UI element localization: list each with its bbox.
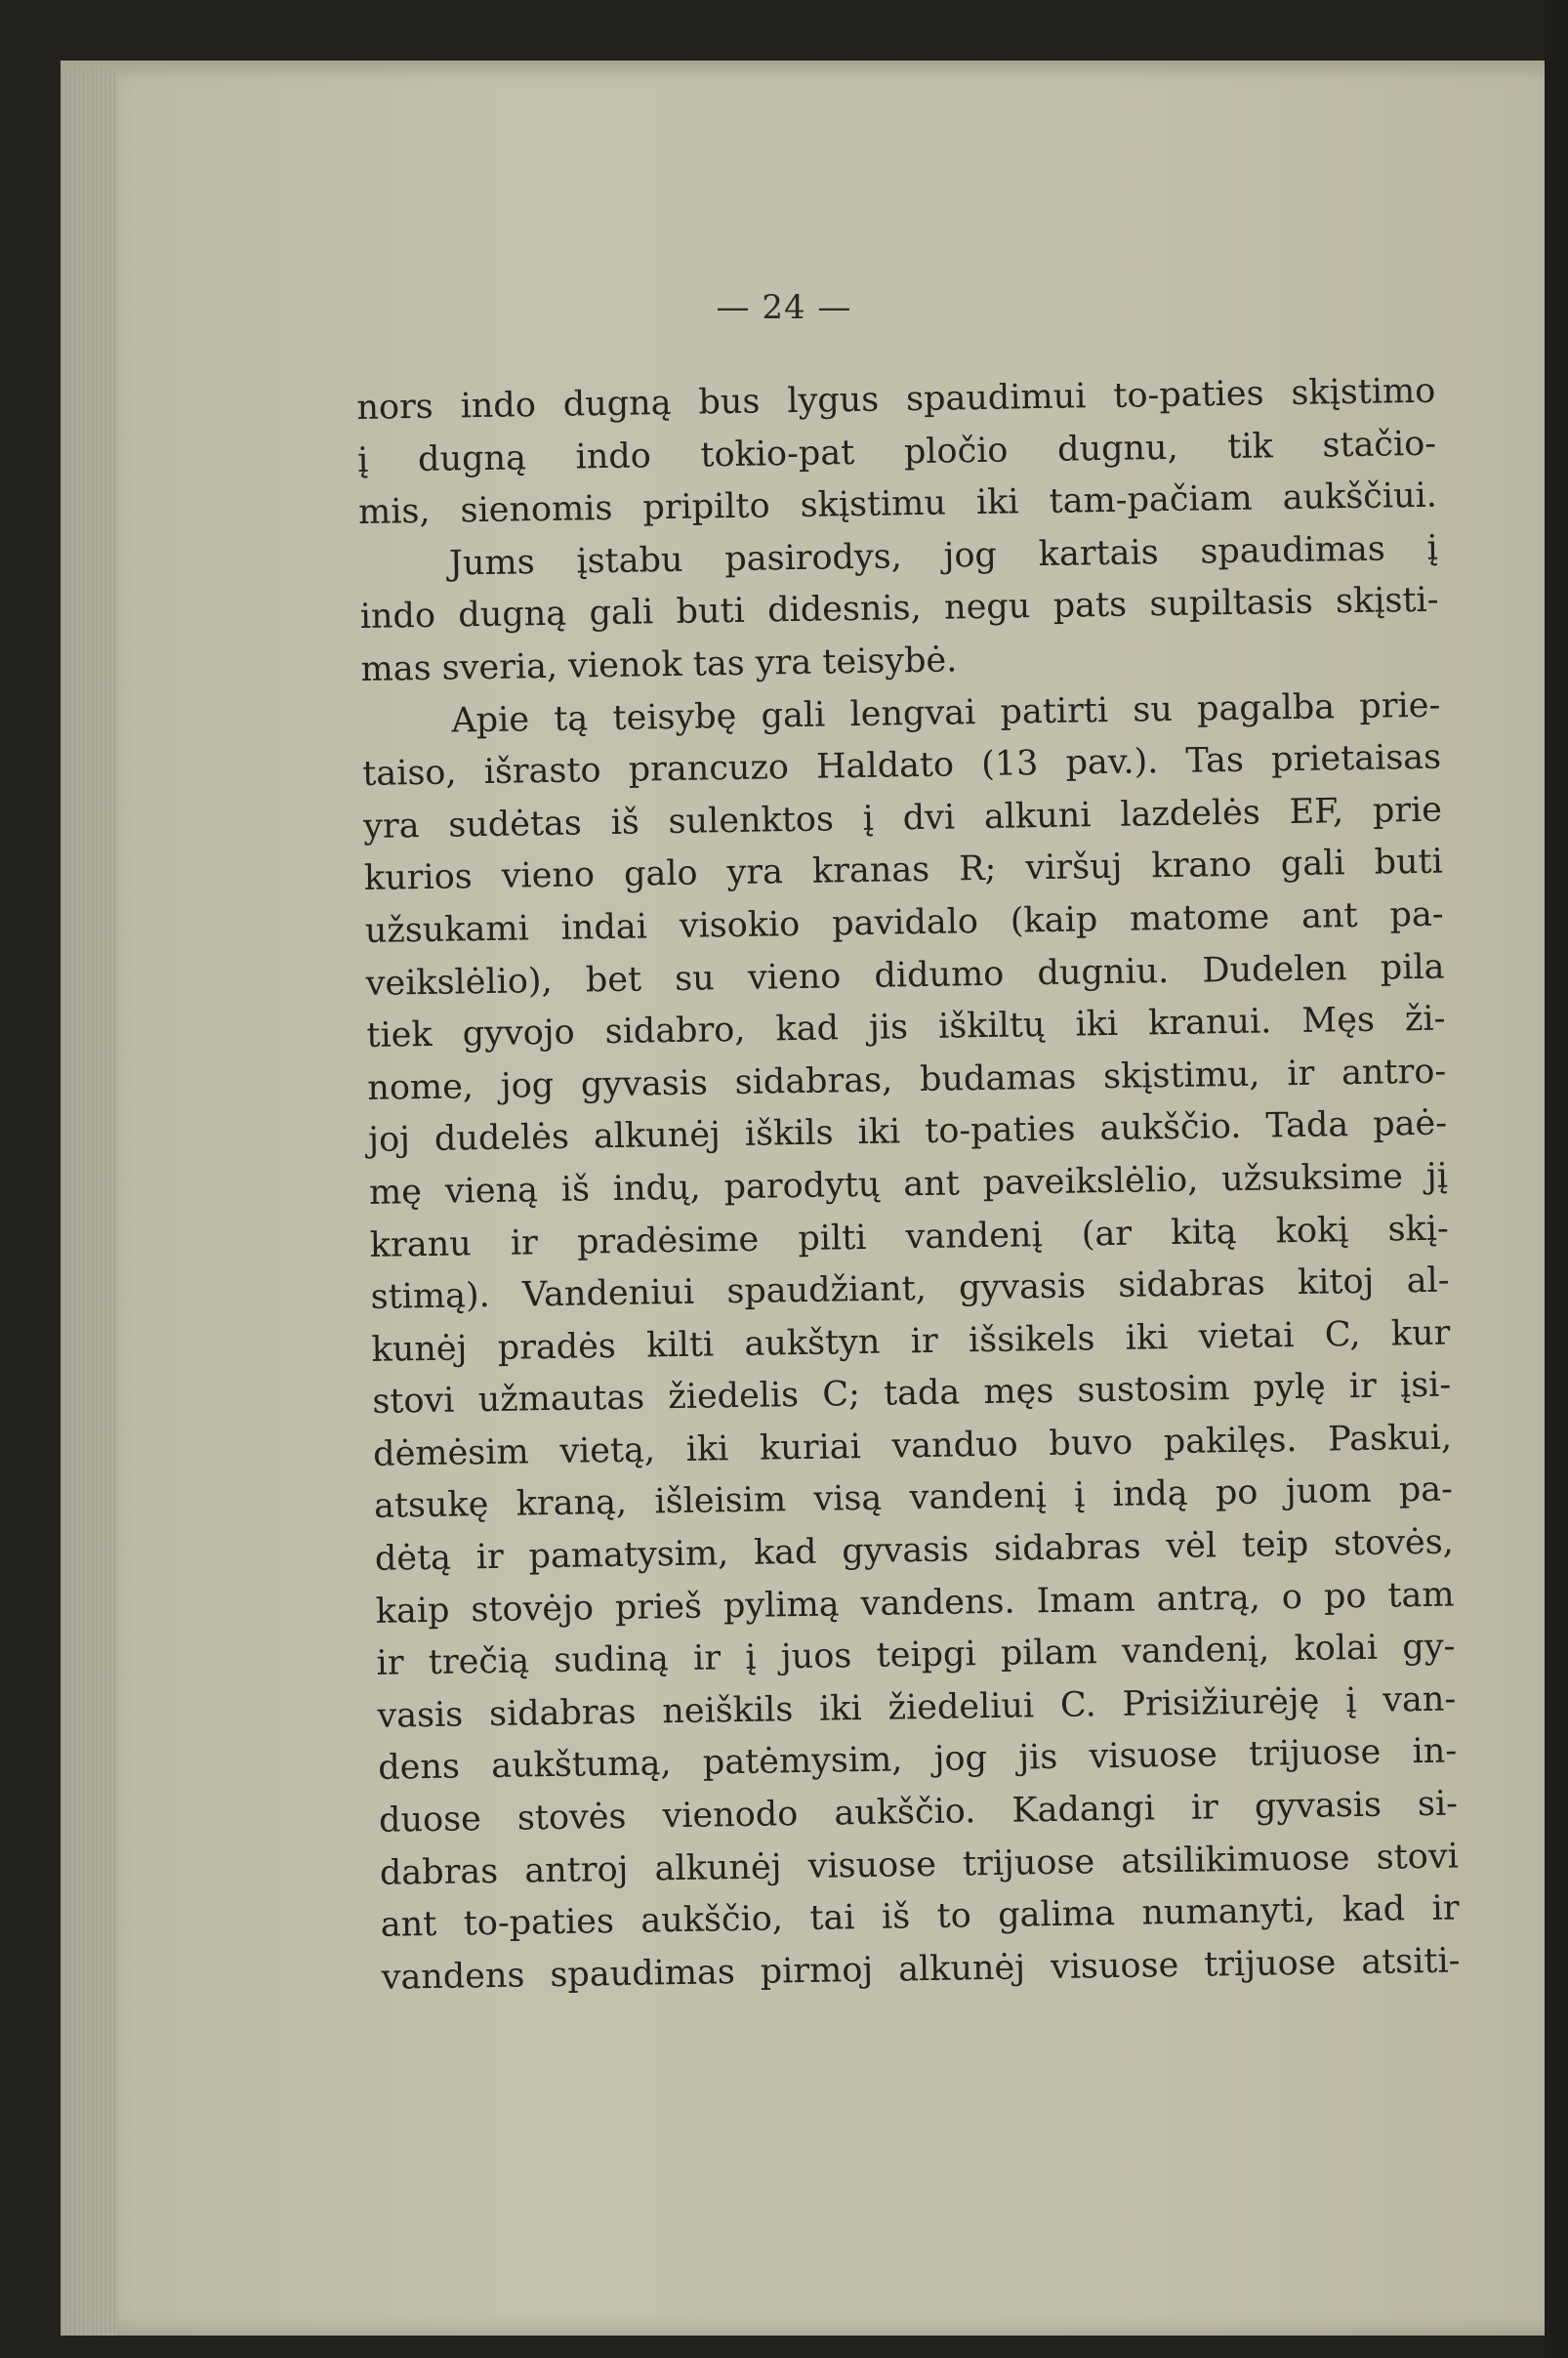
word: dugną (562, 383, 672, 425)
word: stovės (516, 1797, 627, 1839)
word: ir (1348, 1366, 1378, 1407)
word: pločio (903, 431, 1009, 472)
word: kaip (375, 1591, 450, 1632)
word: po (1323, 1576, 1367, 1617)
word: bus (698, 382, 761, 423)
word: jog (500, 1065, 555, 1106)
word: van- (1382, 1679, 1457, 1720)
word: R; (958, 849, 997, 889)
word: in- (1412, 1731, 1458, 1772)
word: (13 (980, 744, 1039, 785)
word: sudėtas (448, 804, 583, 846)
word: gali (761, 695, 826, 736)
word: budamas (919, 1057, 1077, 1099)
word: antrą, (1156, 1578, 1261, 1619)
word: neiškils (661, 1689, 794, 1732)
word: joj (367, 1120, 411, 1161)
word: patėmysim, (702, 1740, 903, 1784)
word: pirmoj (760, 1950, 874, 1992)
word: alkunėj (593, 1115, 722, 1157)
word: kranas (811, 850, 930, 892)
word: C, (1324, 1314, 1361, 1355)
word: iki (818, 1688, 863, 1729)
word: tam (1387, 1575, 1455, 1616)
word: vėl (1166, 1526, 1217, 1567)
word: iškiltų (937, 1006, 1046, 1047)
word: stovi (372, 1381, 455, 1423)
word: užmautas (477, 1378, 645, 1421)
word: gyvasis (580, 1063, 709, 1105)
word: visą (813, 1479, 883, 1520)
word: didumo (874, 954, 1005, 996)
word: duose (378, 1800, 482, 1841)
word: al- (1406, 1261, 1450, 1302)
word: gali (1280, 844, 1345, 885)
word: spaudžiant, (726, 1269, 928, 1312)
word: vandenį (909, 1476, 1047, 1518)
word: Kadangi (1011, 1789, 1156, 1831)
word: si- (1417, 1784, 1459, 1825)
word: lazdelės (1119, 793, 1261, 835)
word: alkuni (983, 795, 1092, 837)
word: aukščio, (640, 1899, 784, 1941)
word: dens (377, 1747, 461, 1789)
word: išsikels (968, 1318, 1095, 1360)
word: ir (376, 1643, 404, 1684)
word: spaudimas (550, 1952, 736, 1995)
word: iki (975, 482, 1019, 523)
word: spaudimui (905, 377, 1087, 420)
word: kraną, (516, 1483, 628, 1525)
word: trijuose (962, 1841, 1095, 1884)
word: teisybę (612, 696, 737, 738)
word: Tas (1185, 740, 1245, 781)
word: užsukami (364, 909, 530, 951)
word: dugną (417, 437, 527, 479)
word: numanyti, (1141, 1890, 1316, 1933)
word: lygus (787, 380, 880, 422)
word: pamatysim, (528, 1534, 729, 1577)
word: išleisim (654, 1480, 787, 1522)
word: juom (1285, 1471, 1372, 1512)
word: jog (943, 535, 998, 576)
word: jis (868, 1008, 909, 1048)
word: iš (560, 1170, 591, 1210)
word: stovi (1376, 1837, 1460, 1878)
word: sulenktos (668, 800, 835, 842)
word: ir (475, 1537, 505, 1578)
word: į (1426, 528, 1439, 568)
word: pradės (497, 1326, 617, 1368)
word: į (356, 440, 369, 480)
word: galima (997, 1894, 1116, 1936)
word: Paskui, (1327, 1418, 1453, 1460)
word: sienomis (460, 489, 613, 531)
word: męs (983, 1372, 1054, 1413)
word: vandenį (905, 1215, 1043, 1257)
word: mis, (357, 492, 431, 533)
word: nors (356, 387, 434, 428)
word: jog (933, 1739, 988, 1780)
word: visuose (1089, 1735, 1218, 1777)
word: po (1215, 1473, 1259, 1513)
word: kokį (1275, 1210, 1349, 1251)
word: buti (676, 592, 746, 633)
word: Apie (451, 699, 530, 741)
word: Vandeniui (521, 1272, 695, 1315)
word: yra (362, 806, 420, 847)
word: vandenį, (1121, 1630, 1270, 1673)
word: tą (553, 698, 589, 739)
word: kad (1341, 1889, 1406, 1930)
word: indo (460, 386, 537, 427)
word: (ar (1081, 1214, 1133, 1254)
word: atsilikimuose (1120, 1838, 1350, 1882)
word: kitoj (1297, 1262, 1375, 1303)
word: ir (510, 1222, 539, 1263)
word: vietai (1198, 1315, 1295, 1357)
word: tokio-pat (700, 433, 855, 476)
word: pripilto (642, 486, 770, 528)
word: vasis (377, 1695, 464, 1736)
word: skįsti- (1335, 580, 1439, 622)
word: vieno (747, 956, 842, 998)
word: juos (780, 1636, 852, 1677)
word: kunėj (371, 1329, 468, 1370)
word: visuose (807, 1844, 937, 1886)
word: užsuksime (1220, 1157, 1404, 1200)
word: sidabras, (734, 1060, 893, 1102)
word: yra (726, 852, 784, 893)
word: kad (753, 1532, 817, 1573)
word: iki (857, 1112, 901, 1153)
word: buvo (1049, 1423, 1134, 1464)
word: iš (610, 803, 640, 843)
word: tai (809, 1898, 855, 1939)
word: gyvojo (462, 1013, 575, 1055)
word: pasirodys, (723, 537, 903, 579)
word: ir (1287, 1054, 1315, 1094)
word: prietaisas (1270, 737, 1442, 780)
word: sidabras (993, 1527, 1141, 1569)
word: žiedeliui (887, 1686, 1035, 1728)
word: lengvai (849, 692, 976, 734)
word: įsi- (1399, 1365, 1452, 1406)
word: trečią (428, 1641, 530, 1683)
word: to (936, 1896, 972, 1937)
word: stačio- (1322, 424, 1437, 466)
word: dabras (379, 1851, 499, 1893)
word: į (1073, 1475, 1086, 1516)
word: krano (1151, 846, 1253, 887)
word: vietą, (558, 1430, 656, 1471)
word: spaudimas (1200, 529, 1386, 572)
body-text (356, 366, 1461, 2006)
word: ir (1190, 1788, 1219, 1828)
word: nome, (367, 1066, 475, 1108)
word: išrasto (483, 751, 601, 793)
word: kitą (1170, 1212, 1237, 1253)
word: vanduo (891, 1425, 1018, 1467)
word: teipgi (876, 1634, 976, 1676)
word: parodytų (723, 1165, 881, 1208)
word: pradėsime (576, 1220, 760, 1262)
word: iškils (744, 1113, 834, 1155)
word: žiedelis (667, 1376, 800, 1418)
word: taiso, (361, 753, 457, 795)
word: pav.). (1065, 742, 1159, 783)
word: Haldato (815, 745, 955, 787)
word: aukščio. (1099, 1107, 1242, 1149)
word: trijuose (1248, 1733, 1382, 1775)
word: pakilęs. (1163, 1420, 1298, 1463)
word: pavidalo (831, 902, 979, 944)
word: matome (1129, 897, 1270, 939)
word: dugniu. (1037, 951, 1170, 993)
word: gyvasis (842, 1530, 970, 1572)
word: pylimą (722, 1585, 840, 1626)
word: o (1281, 1577, 1303, 1617)
word: vandens. (860, 1582, 1015, 1624)
word: vienodo (662, 1795, 799, 1837)
word: kranu (369, 1223, 473, 1265)
word: gali (589, 593, 654, 634)
word: galo (623, 853, 698, 895)
word: prie- (1359, 685, 1441, 726)
word: bet (585, 960, 642, 1000)
word: indų, (612, 1168, 701, 1209)
word: dugną (458, 595, 567, 636)
word: mę (368, 1172, 423, 1213)
word: vieną (444, 1171, 539, 1212)
word: visokio (679, 904, 801, 946)
word: kartais (1038, 532, 1159, 574)
word: sustosim (1077, 1369, 1230, 1411)
word: vandens (381, 1956, 525, 1998)
word: alkunėj (897, 1948, 1026, 1990)
word: skįstimu, (1102, 1055, 1260, 1096)
word: pilam (1000, 1633, 1098, 1675)
word: dėmėsim (372, 1432, 529, 1474)
word: gyvasis (1254, 1785, 1382, 1827)
word: stimą). (370, 1276, 491, 1317)
word: ant (380, 1905, 437, 1946)
word: aukštyn (744, 1322, 881, 1364)
word: aukštumą, (490, 1744, 672, 1787)
word: prieš (614, 1587, 703, 1628)
word: to-paties (924, 1109, 1076, 1152)
word: jis (1017, 1738, 1058, 1778)
word: visuose (1050, 1945, 1179, 1987)
word: aukščio. (834, 1792, 976, 1834)
word: ži- (1404, 999, 1446, 1040)
word: (kaip (1010, 900, 1098, 941)
scan-border (1545, 0, 1568, 2358)
word: alkunėj (654, 1846, 782, 1889)
word: Tada (1265, 1105, 1349, 1146)
word: jį (1425, 1156, 1449, 1196)
word: dugnu, (1056, 428, 1178, 470)
word: sidabro, (604, 1010, 746, 1053)
page-edge-shadow (61, 61, 117, 2336)
word: sidabras (1117, 1263, 1265, 1305)
word: tam-pačiam (1049, 478, 1253, 522)
word: veikslėlio), (365, 961, 553, 1004)
word: aukščiui. (1282, 476, 1438, 518)
word: supiltasis (1149, 583, 1314, 625)
word: stovės, (1333, 1522, 1455, 1564)
page-top-shadow (61, 61, 1545, 78)
word: gy- (1402, 1627, 1456, 1668)
word: į (1344, 1680, 1357, 1721)
word: pats (1052, 586, 1128, 627)
word: Prisižiurėję (1122, 1681, 1320, 1724)
word: su (674, 958, 716, 999)
word: dvi (902, 798, 956, 839)
word: to-paties (1113, 374, 1264, 416)
word: gyvasis (958, 1266, 1087, 1308)
word: pa- (1398, 1469, 1454, 1510)
word: atsukę (373, 1485, 489, 1527)
word: stovėjo (471, 1588, 595, 1630)
word: vieno (501, 855, 596, 897)
word: sidabras (488, 1692, 637, 1734)
word: prie (1372, 790, 1443, 831)
word: iš (881, 1897, 911, 1937)
word: įstabu (576, 540, 683, 582)
word: atsiti- (1360, 1941, 1461, 1982)
word: iki (1075, 1004, 1119, 1045)
word: negu (943, 587, 1031, 628)
word: ir (910, 1321, 938, 1361)
word: antroj (524, 1849, 629, 1891)
word: antro- (1341, 1052, 1447, 1093)
word: Dudelen (1202, 948, 1347, 990)
word: skįstimu (800, 483, 947, 526)
word: indą (1112, 1474, 1188, 1515)
word: C. (1059, 1685, 1096, 1725)
word: teip (1241, 1524, 1309, 1565)
word: dudelės (433, 1117, 570, 1160)
word: EF, (1289, 791, 1344, 832)
word: kolai (1294, 1628, 1379, 1670)
word: pilti (798, 1218, 867, 1259)
word: ant (1300, 895, 1358, 936)
word: kuriai (759, 1427, 862, 1469)
word: dėtą (374, 1538, 452, 1579)
word: buti (1374, 842, 1444, 884)
word: skįstimo (1291, 371, 1436, 413)
page-number: — 24 — (716, 288, 852, 327)
word: ant (903, 1164, 961, 1205)
word: pylę (1253, 1367, 1327, 1408)
word: pa- (1389, 894, 1444, 935)
word: indo (575, 435, 652, 477)
word: kad (775, 1009, 840, 1050)
word: ir (1431, 1888, 1460, 1929)
word: ir (692, 1638, 722, 1678)
word: su (1132, 689, 1174, 730)
word: Jums (448, 542, 535, 584)
word: to-paties (463, 1902, 615, 1944)
word: indai (560, 907, 648, 948)
word: į (862, 799, 875, 839)
word: pagalba (1196, 686, 1336, 729)
word: kur (1390, 1313, 1451, 1354)
word: kilti (645, 1325, 715, 1366)
word: paė- (1372, 1103, 1448, 1145)
word: Imam (1036, 1580, 1135, 1621)
word: iki (685, 1429, 729, 1469)
word: paveikslėlio, (982, 1160, 1199, 1203)
word: indo (359, 597, 436, 638)
word: trijuose (1203, 1943, 1337, 1985)
word: sudiną (554, 1639, 670, 1681)
word: kranui. (1147, 1002, 1272, 1044)
word: C; (821, 1375, 861, 1415)
word: Męs (1301, 1000, 1376, 1041)
word: tiek (366, 1014, 433, 1056)
text-line: mas sveria, vienok tas yra teisybė. (360, 641, 958, 689)
word: prancuzo (628, 748, 790, 790)
word: tik (1227, 426, 1274, 467)
word: didesnis, (766, 589, 923, 631)
word: patirti (1000, 690, 1109, 732)
word: pila (1380, 947, 1445, 988)
word: į (745, 1637, 757, 1678)
word: viršuj (1025, 848, 1123, 889)
word: tada (883, 1373, 961, 1414)
word: iki (1125, 1317, 1169, 1358)
word: skį- (1387, 1209, 1450, 1250)
word: kurios (363, 857, 474, 899)
